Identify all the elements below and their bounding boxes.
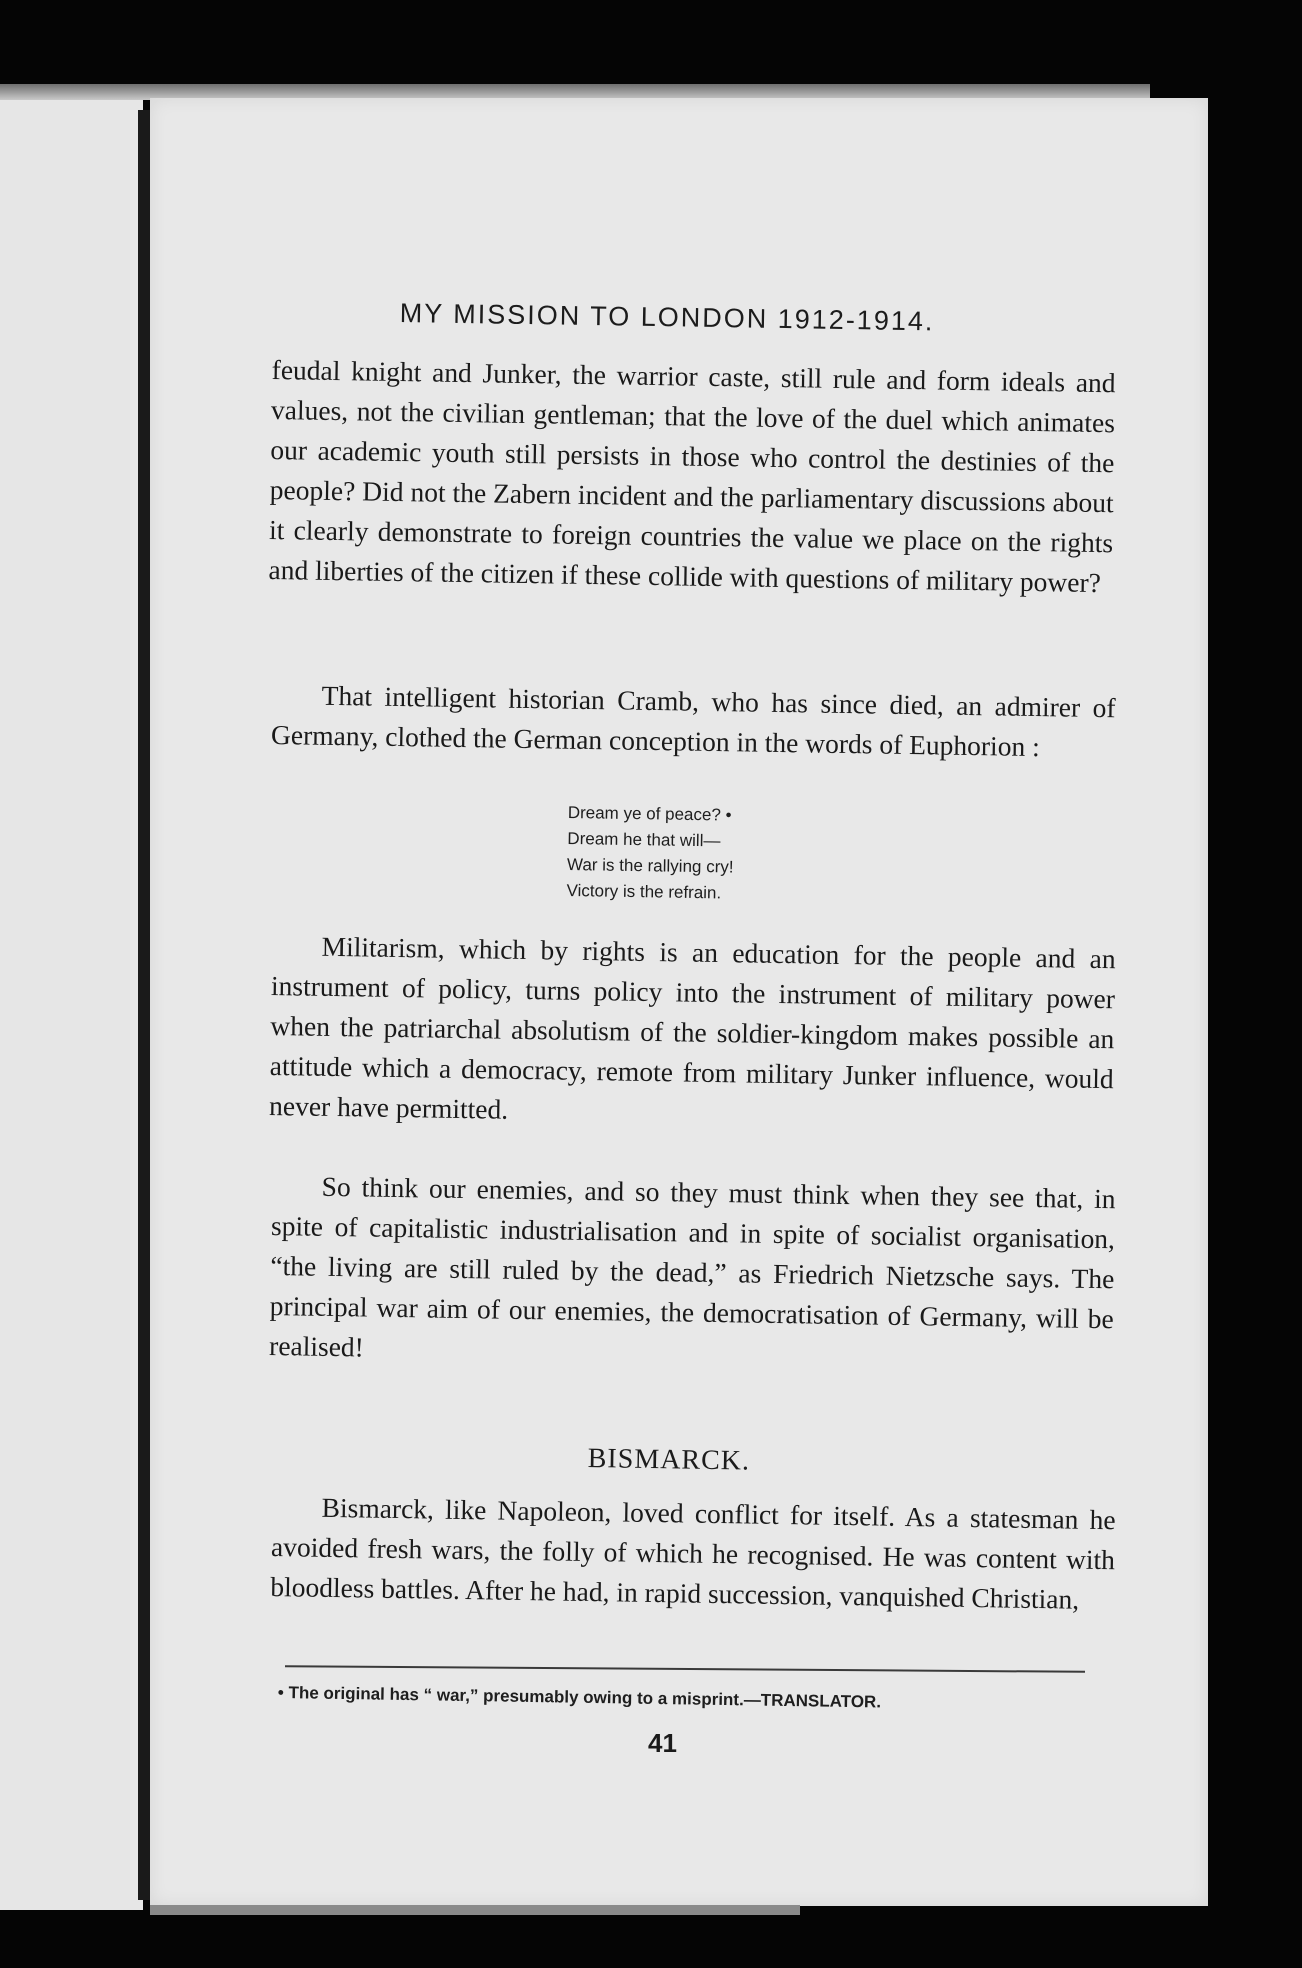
paragraph-1 — [268, 350, 1116, 603]
running-head: MY MISSION TO LONDON 1912-1914. — [399, 298, 935, 337]
page-gutter — [138, 110, 150, 1900]
bottom-edge-strip — [150, 1905, 800, 1915]
paragraph-2 — [271, 675, 1116, 768]
paragraph-1-text: feudal knight and Junker, the warrior caste, still rule and form ideals and values, not the civilian gentleman; that the love of the duel which animates our academic youth still persists in those who control the destinies of the people? Did not the Zabern incident and the parliamentary discussions about it clearly demonstrate to foreign countries the value we place on the rights and liberties of the citizen if these collide with questions of military power? — [268, 353, 1116, 599]
paragraph-4 — [269, 1166, 1116, 1379]
paragraph-2-text: That intelligent historian Cramb, who has since died, an admirer of Germany, clothed the German conception in the words of Euphorion : — [270, 679, 1116, 763]
paragraph-3 — [269, 926, 1116, 1139]
paragraph-5-text: Bismarck, like Napoleon, loved conflict for itself. As a statesman he avoided fresh wars, the folly of which he recognised. He was content with bloodless battles. After he had, in rapid succession, vanquished Christian, — [270, 1491, 1116, 1615]
section-heading: BISMARCK. — [587, 1443, 751, 1477]
paragraph-4-text: So think our enemies, and so they must think when they see that, in spite of capitalistic industrialisation and in spite of socialist organisation, “the living are still ruled by the dead,” as Friedrich Nietzsche says. The principal war aim of our enemies, the democratisation of Germany, will be realised! — [268, 1170, 1116, 1363]
verse-quotation — [566, 800, 888, 909]
left-facing-page — [0, 100, 143, 1910]
page-number: 41 — [648, 1728, 677, 1758]
verse-line: Dream ye of peace? • — [567, 802, 732, 825]
paragraph-5 — [270, 1487, 1116, 1620]
verse-line: Victory is the refrain. — [566, 880, 722, 903]
footnote: • The original has “ war,” presumably owing to a misprint.—TRANSLATOR. — [277, 1683, 882, 1712]
verse-line: Dream he that will— — [567, 828, 721, 851]
paragraph-3-text: Militarism, which by rights is an education for the people and an instrument of policy, turns policy into the instrument of military power when the patriarchal absolutism of the soldier-kingdom makes possible an attitude which a democracy, remote from military Junker influence, would never have permitted. — [268, 930, 1116, 1125]
verse-line: War is the rallying cry! — [566, 854, 734, 877]
